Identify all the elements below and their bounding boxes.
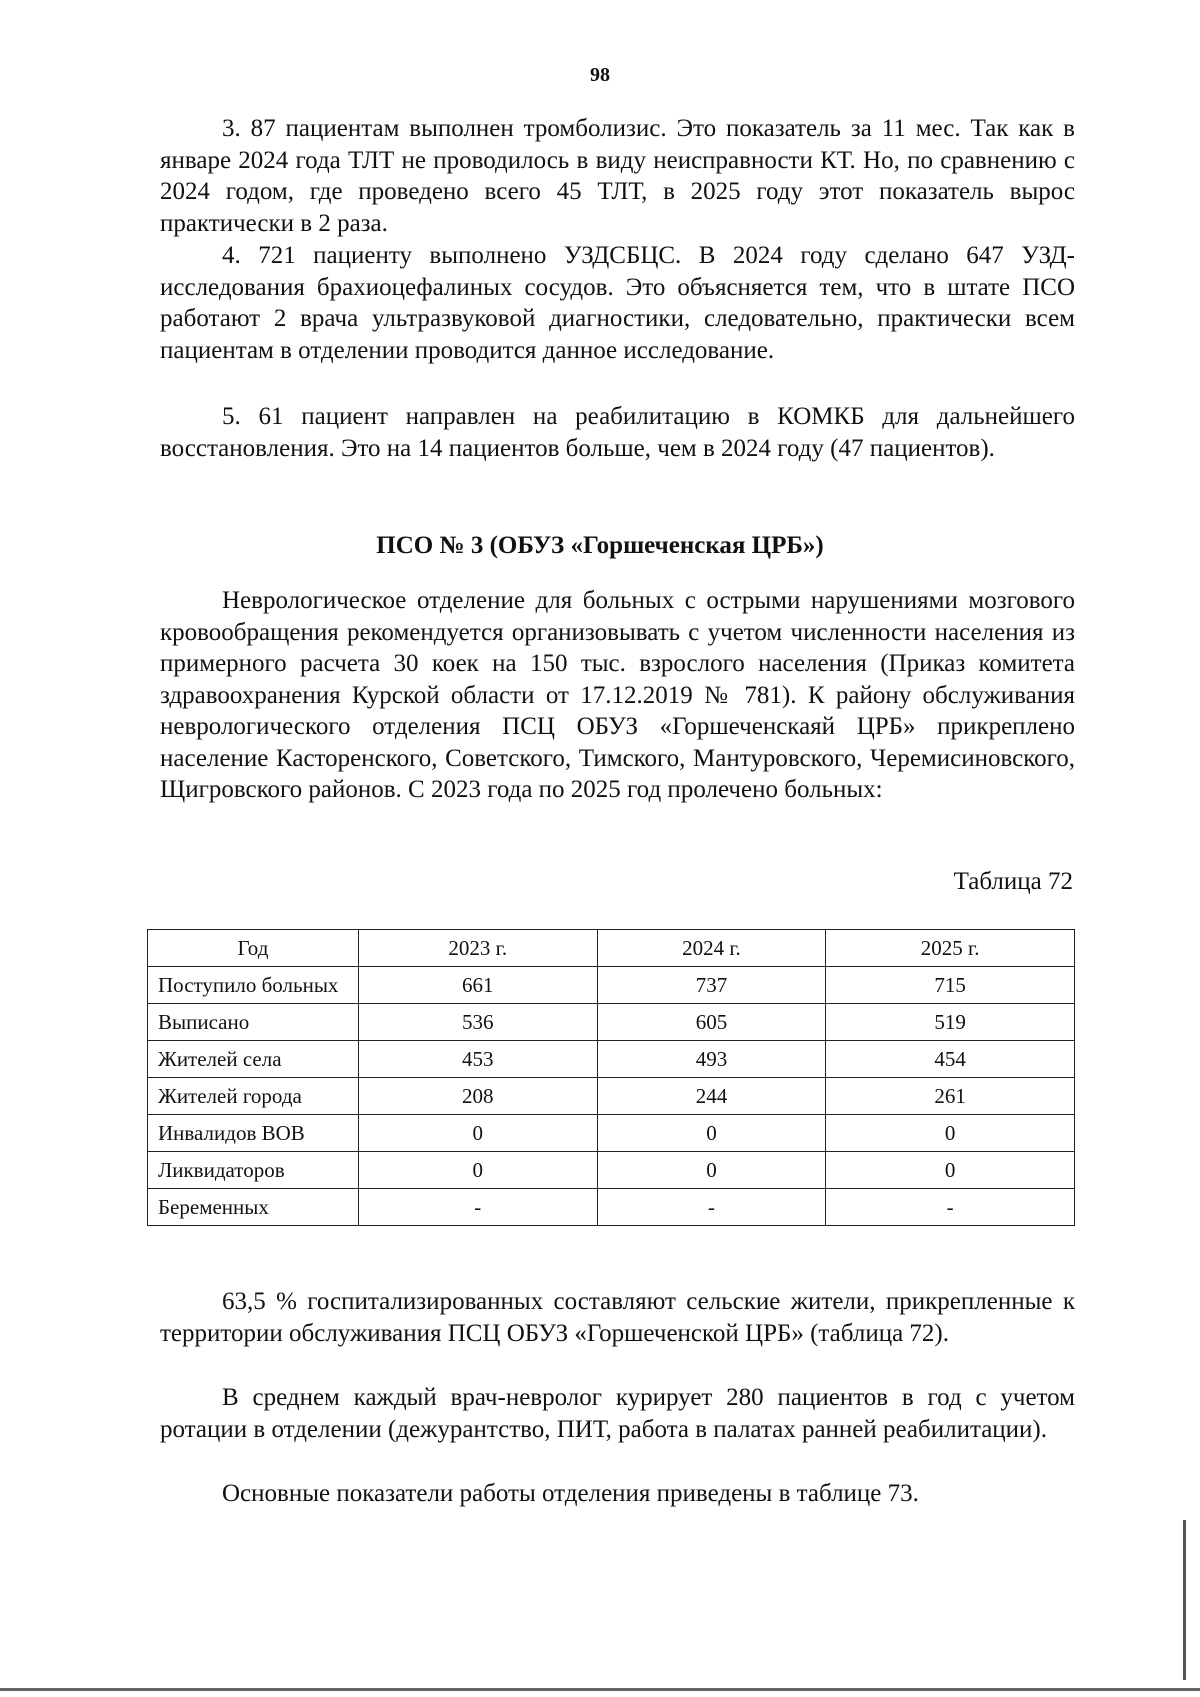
row-label: Ликвидаторов bbox=[148, 1152, 359, 1189]
page-number: 98 bbox=[590, 64, 610, 86]
table-cell: 454 bbox=[826, 1041, 1075, 1078]
paragraph-thrombolysis: 3. 87 пациентам выполнен тромболизис. Это показатель за 11 мес. Так как в январе 2024 года ТЛТ не проводилось в виду неисправности КТ. Но, по сравнению с 2024 годом, где проведено всего 45 ТЛТ, в 2025 году этот показатель вырос практически в 2 раза. bbox=[160, 115, 1075, 237]
paragraph-rural-share: 63,5 % госпитализированных составляют сельские жители, прикрепленные к территории обслуживания ПСЦ ОБУЗ «Горшеченской ЦРБ» (таблица 72). bbox=[160, 1288, 1075, 1347]
table-row bbox=[148, 1041, 1075, 1078]
header-cell: 2024 г. bbox=[597, 930, 826, 967]
scan-bottom-line bbox=[0, 1688, 1200, 1691]
paragraph-neurologist-load: В среднем каждый врач-невролог курирует 280 пациентов в год с учетом ротации в отделении (дежурантство, ПИТ, работа в палатах ранней реабилитации). bbox=[160, 1384, 1075, 1443]
row-label: Инвалидов ВОВ bbox=[148, 1115, 359, 1152]
table-cell: 0 bbox=[826, 1115, 1075, 1152]
table-cell: 0 bbox=[358, 1152, 597, 1189]
scan-edge-line bbox=[1183, 1520, 1186, 1680]
table-row bbox=[148, 1115, 1075, 1152]
paragraph-ultrasound: 4. 721 пациенту выполнено УЗДСБЦС. В 2024 году сделано 647 УЗД-исследования брахиоцефалиных сосудов. Это объясняется тем, что в штате ПСО работают 2 врача ультразвуковой диагностики, следовательно, практически всем пациентам в отделении проводится данное исследование. bbox=[160, 242, 1075, 364]
header-cell: 2025 г. bbox=[826, 930, 1075, 967]
paragraph-table-73-ref: Основные показатели работы отделения приведены в таблице 73. bbox=[222, 1480, 919, 1507]
table-cell: 605 bbox=[597, 1004, 826, 1041]
table-cell: - bbox=[826, 1189, 1075, 1226]
row-label: Жителей города bbox=[148, 1078, 359, 1115]
table-row bbox=[148, 1189, 1075, 1226]
table-cell: 0 bbox=[597, 1152, 826, 1189]
table-cell: 715 bbox=[826, 967, 1075, 1004]
table-cell: 737 bbox=[597, 967, 826, 1004]
table-cell: 244 bbox=[597, 1078, 826, 1115]
row-label: Выписано bbox=[148, 1004, 359, 1041]
table-row bbox=[148, 1152, 1075, 1189]
paragraph-intro: Неврологическое отделение для больных с острыми нарушениями мозгового кровообращения рекомендуется организовывать с учетом численности населения из примерного расчета 30 коек на 150 тыс. взрослого населения (Приказ комитета здравоохранения Курской области от 17.12.2019 № 781). К району обслуживания неврологического отделения ПСЦ ОБУЗ «Горшеченскаяй ЦРБ» прикреплено население Касторенского, Советского, Тимского, Мантуровского, Черемисиновского, Щигровского районов. С 2023 года по 2025 год пролечено больных: bbox=[160, 587, 1075, 803]
table-row bbox=[148, 967, 1075, 1004]
table-cell: 453 bbox=[358, 1041, 597, 1078]
table-caption: Таблица 72 bbox=[953, 868, 1073, 895]
table-cell: 0 bbox=[358, 1115, 597, 1152]
row-label: Жителей села bbox=[148, 1041, 359, 1078]
table-cell: 0 bbox=[597, 1115, 826, 1152]
table-cell: 536 bbox=[358, 1004, 597, 1041]
table-row bbox=[148, 1078, 1075, 1115]
table-row bbox=[148, 1004, 1075, 1041]
table-cell: 208 bbox=[358, 1078, 597, 1115]
patients-table bbox=[147, 929, 1075, 1226]
table-cell: 519 bbox=[826, 1004, 1075, 1041]
paragraph-rehabilitation: 5. 61 пациент направлен на реабилитацию в КОМКБ для дальнейшего восстановления. Это на 14 пациентов больше, чем в 2024 году (47 пациентов). bbox=[160, 403, 1075, 462]
table-cell: 0 bbox=[826, 1152, 1075, 1189]
header-cell: Год bbox=[148, 930, 359, 967]
section-heading: ПСО № 3 (ОБУЗ «Горшеченская ЦРБ») bbox=[376, 532, 824, 559]
row-label: Беременных bbox=[148, 1189, 359, 1226]
table-cell: - bbox=[597, 1189, 826, 1226]
table-header-row bbox=[148, 930, 1075, 967]
table-cell: 661 bbox=[358, 967, 597, 1004]
table-cell: 493 bbox=[597, 1041, 826, 1078]
table-cell: - bbox=[358, 1189, 597, 1226]
header-cell: 2023 г. bbox=[358, 930, 597, 967]
table-cell: 261 bbox=[826, 1078, 1075, 1115]
row-label: Поступило больных bbox=[148, 967, 359, 1004]
